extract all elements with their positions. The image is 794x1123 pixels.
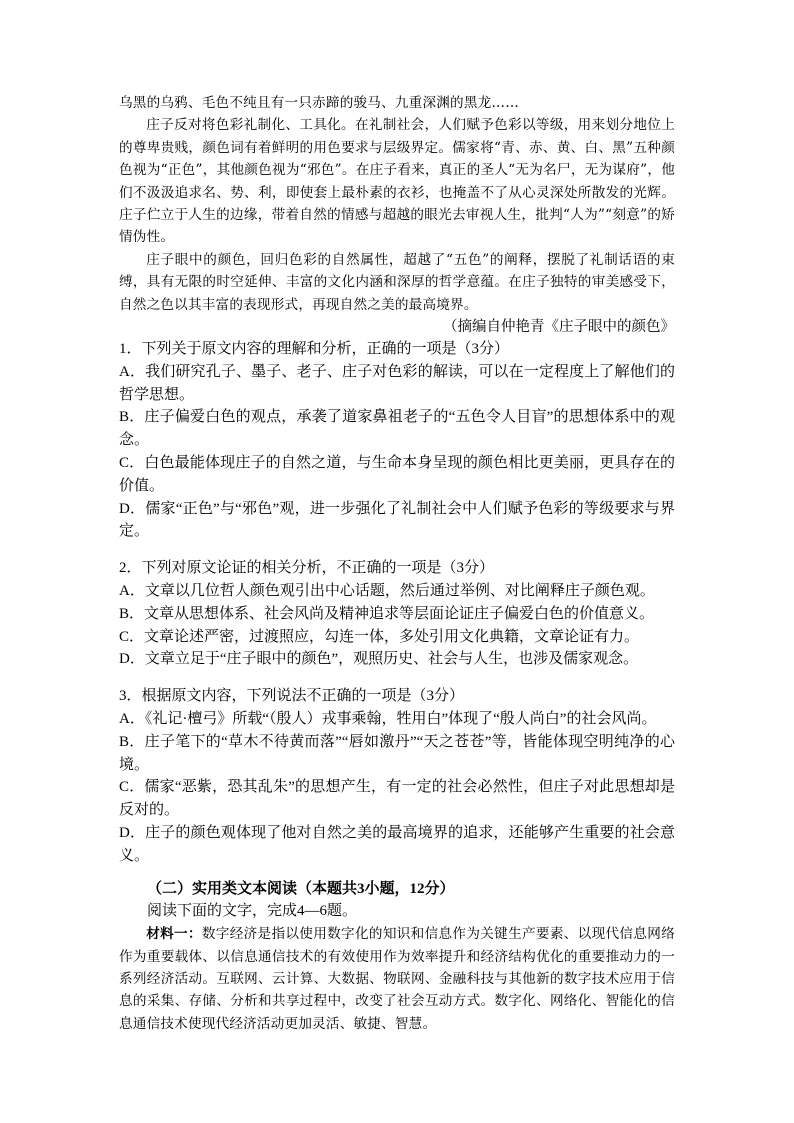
passage-paragraph-2: 庄子反对将色彩礼制化、工具化。在礼制社会，人们赋予色彩以等级，用来划分地位上的尊卑贵贱，颜色词有着鲜明的用色要求与层级界定。儒家将“青、赤、黄、白、黑”五种颜色视为“正色”，其他颜色视为“邪色”。在庄子看来，真正的圣人“无为名尸，无为谋府”，他们不汲汲追求名、势、利，即使套上最朴素的衣衫，也掩盖不了从心灵深处所散发的光辉。庄子伫立于人生的边缘，带着自然的情感与超越的眼光去审视人生，批判“人为”“刻意”的矫情伪性。	[119, 117, 675, 246]
spacer	[119, 671, 675, 685]
question-2-option-b: B．文章从思想体系、社会风尚及精神追求等层面论证庄子偏爱白色的价值意义。	[119, 605, 655, 622]
passage-source: （摘编自仲艳青《庄子眼中的颜色》	[443, 319, 675, 336]
question-1-option-b: B．庄子偏爱白色的观点，承袭了道家鼻祖老子的“五色令人目盲”的思想体系中的观念。	[119, 409, 675, 449]
question-2-option-a: A．文章以几位哲人颜色观引出中心话题，然后通过举例、对比阐释庄子颜色观。	[119, 583, 655, 600]
material-1-label: 材料一：	[146, 926, 202, 943]
question-2	[119, 557, 675, 671]
question-3-option-a: A．《礼记·檀弓》所载“（殷人）戎事乘翰，牲用白”体现了“殷人尚白”的社会风尚。	[119, 711, 657, 728]
question-3	[119, 685, 675, 867]
question-1-option-a: A．我们研究孔子、墨子、老子、庄子对色彩的解读，可以在一定程度上了解他们的哲学思想。	[119, 363, 675, 403]
question-2-option-d: D．文章立足于“庄子眼中的颜色”，观照历史、社会与人生，也涉及儒家观念。	[119, 651, 639, 668]
section-instruction: 阅读下面的文字，完成4—6题。	[147, 903, 358, 920]
material-1-text: 数字经济是指以使用数字化的知识和信息作为关键生产要素、以现代信息网络作为重要载体、以信息通信技术的有效使用作为效率提升和经济结构优化的重要推动力的一系列经济活动。互联网、云计算、大数据、物联网、金融科技与其他新的数字技术应用于信息的采集、存储、分析和共享过程中，改变了社会互动方式。数字化、网络化、智能化的信息通信技术使现代经济活动更加灵活、敏捷、智慧。	[119, 926, 675, 1032]
question-3-option-d: D．庄子的颜色观体现了他对自然之美的最高境界的追求，还能够产生重要的社会意义。	[119, 825, 675, 864]
question-1-title: 1．下列关于原文内容的理解和分析，正确的一项是（3分）	[119, 341, 510, 358]
question-1-option-c: C．白色最能体现庄子的自然之道，与生命本身呈现的颜色相比更美丽，更具存在的价值。	[119, 455, 675, 494]
question-3-title: 3．根据原文内容，下列说法不正确的一项是（3分）	[119, 688, 465, 705]
question-2-title: 2．下列对原文论证的相关分析，不正确的一项是（3分）	[119, 560, 495, 577]
question-3-option-c: C．儒家“恶紫，恐其乱朱”的思想产生，有一定的社会必然性，但庄子对此思想却是反对的。	[119, 779, 675, 819]
material-1-paragraph	[119, 923, 675, 1035]
question-3-option-b: B．庄子笔下的“草木不待黄而落”“唇如激丹”“天之苍苍”等，皆能体现空明纯净的心境。	[119, 733, 675, 773]
question-1-option-d: D．儒家“正色”与“邪色”观，进一步强化了礼制社会中人们赋予色彩的等级要求与界定。	[119, 500, 675, 540]
question-1	[119, 338, 675, 543]
passage-line-first: 乌黑的乌鸦、毛色不纯且有一只赤蹄的骏马、九重深渊的黑龙……	[119, 95, 520, 111]
section-heading: （二）实用类文本阅读（本题共3小题，12分）	[147, 880, 455, 897]
question-2-option-c: C．文章论述严密，过渡照应，勾连一体，多处引用文化典籍，文章论证有力。	[119, 628, 640, 645]
passage-paragraph-3: 庄子眼中的颜色，回归色彩的自然属性，超越了“五色”的阐释，摆脱了礼制话语的束缚，具有无限的时空延伸、丰富的文化内涵和深厚的哲学意蕴。在庄子独特的审美感受下，自然之色以其丰富的表现形式，再现自然之美的最高境界。	[119, 251, 675, 313]
document-page	[119, 92, 675, 1035]
spacer	[119, 543, 675, 557]
